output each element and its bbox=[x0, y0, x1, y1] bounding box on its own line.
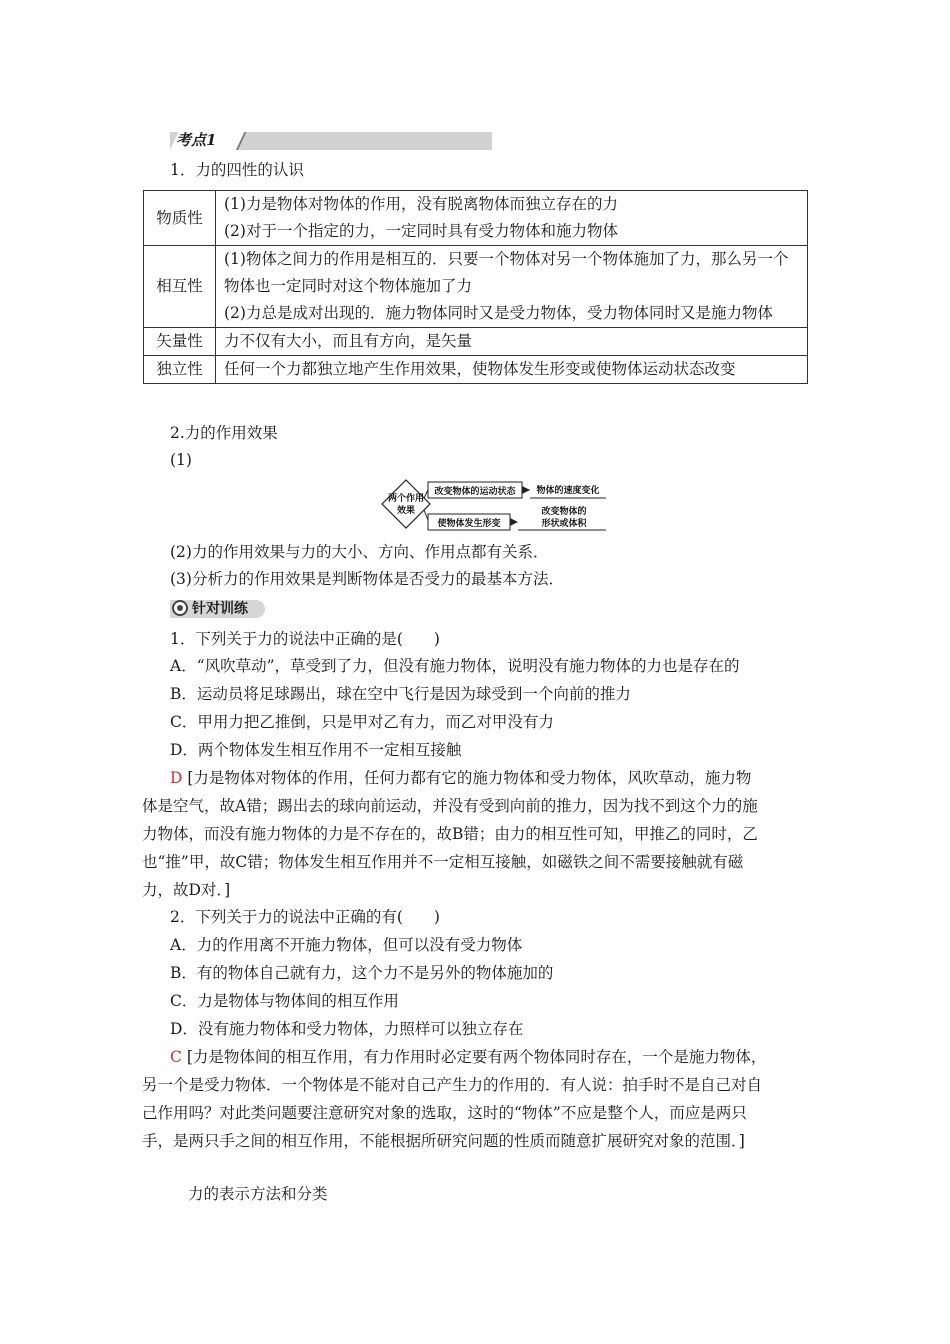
diagram-center-line1: 两个作用 bbox=[387, 494, 425, 504]
q2-option-c: C．力是物体与物体间的相互作用 bbox=[170, 992, 399, 1010]
table-row bbox=[144, 328, 808, 356]
q2-explain-line: 己作用吗？对此类问题要注意研究对象的选取，这时的“物体”不应是整个人，而应是两只 bbox=[142, 1104, 747, 1122]
q1-stem: 1．下列关于力的说法中正确的是( ) bbox=[170, 630, 440, 648]
q2-option-b: B．有的物体自己就有力，这个力不是另外的物体施加的 bbox=[170, 964, 554, 982]
desc-line: (2)对于一个指定的力，一定同时具有受力物体和施力物体 bbox=[224, 222, 618, 240]
q2-explain-line: 另一个是受力物体．一个物体是不能对自己产生力的作用的．有人说：拍手时不是自己对自 bbox=[142, 1076, 763, 1094]
q1-option-d: D．两个物体发生相互作用不一定相互接触 bbox=[170, 741, 462, 759]
q1-option-c: C．甲用力把乙推倒，只是甲对乙有力，而乙对甲没有力 bbox=[170, 713, 554, 731]
property-desc bbox=[216, 191, 808, 246]
property-name: 独立性 bbox=[144, 356, 216, 384]
table-row bbox=[144, 356, 808, 384]
q2-explain-line: C [力是物体间的相互作用，有力作用时必定要有两个物体同时存在，一个是施力物体， bbox=[170, 1048, 767, 1066]
q1-answer: D bbox=[170, 769, 183, 787]
properties-table bbox=[143, 190, 808, 384]
q2-explain-line: 手，是两只手之间的相互作用，不能根据所研究问题的性质而随意扩展研究对象的范围．] bbox=[142, 1132, 745, 1150]
property-name: 相互性 bbox=[144, 246, 216, 328]
diagram-branch-top: 改变物体的运动状态 bbox=[434, 487, 516, 497]
q1-explain-line: 力物体，而没有施力物体的力是不存在的，故B错；由力的相互性可知，甲推乙的同时，乙 bbox=[142, 825, 758, 843]
desc-line: (1)物体之间力的作用是相互的．只要一个物体对另一个物体施加了力，那么另一个物体也一定同时对这个物体施加了力 bbox=[224, 250, 789, 295]
q1-option-b: B．运动员将足球踢出，球在空中飞行是因为球受到一个向前的推力 bbox=[170, 685, 631, 703]
diagram-result-bottom-line2: 形状或体积 bbox=[541, 519, 587, 529]
desc-line: 任何一个力都独立地产生作用效果，使物体发生形变或使物体运动状态改变 bbox=[224, 360, 736, 378]
diagram-branch-bottom: 使物体发生形变 bbox=[437, 519, 501, 529]
section-tag: 考点1 bbox=[176, 131, 217, 149]
property-name: 物质性 bbox=[144, 191, 216, 246]
q1-explain-line: 也“推”甲，故C错；物体发生相互作用并不一定相互接触，如磁铁之间不需要接触就有磁 bbox=[142, 853, 744, 871]
desc-line: (2)力总是成对出现的．施力物体同时又是受力物体，受力物体同时又是施力物体 bbox=[224, 304, 773, 322]
property-name: 矢量性 bbox=[144, 328, 216, 356]
item-3: (3)分析力的作用效果是判断物体是否受力的最基本方法． bbox=[170, 570, 564, 588]
effects-diagram bbox=[380, 478, 610, 536]
q1-option-a: A．“风吹草动”，草受到了力，但没有施力物体，说明没有施力物体的力也是存在的 bbox=[170, 657, 740, 675]
desc-line: (1)力是物体对物体的作用，没有脱离物体而独立存在的力 bbox=[224, 195, 618, 213]
next-section-title: 力的表示方法和分类 bbox=[188, 1185, 328, 1203]
item-1-label: (1) bbox=[170, 451, 192, 469]
diagram-result-bottom-line1: 改变物体的 bbox=[541, 507, 587, 517]
desc-line: 力不仅有大小，而且有方向，是矢量 bbox=[224, 332, 473, 350]
q2-stem: 2．下列关于力的说法中正确的有( ) bbox=[170, 908, 440, 926]
diagram-center-line2: 效果 bbox=[396, 506, 416, 516]
heading-four-properties: 1．力的四性的认识 bbox=[170, 161, 304, 179]
practice-tag: 针对训练 bbox=[192, 601, 248, 617]
table-row bbox=[144, 191, 808, 246]
q1-explain-line: 体是空气，故A错；踢出去的球向前运动，并没有受到向前的推力，因为找不到这个力的施 bbox=[142, 797, 758, 815]
property-desc bbox=[216, 328, 808, 356]
diagram-result-top: 物体的速度变化 bbox=[536, 486, 600, 496]
item-2: (2)力的作用效果与力的大小、方向、作用点都有关系． bbox=[170, 543, 549, 561]
q2-option-d: D．没有施力物体和受力物体，力照样可以独立存在 bbox=[170, 1020, 524, 1038]
q1-explain-line: 力，故D对．] bbox=[142, 881, 231, 899]
property-desc bbox=[216, 356, 808, 384]
heading-effects: 2.力的作用效果 bbox=[170, 424, 278, 442]
q2-option-a: A．力的作用离不开施力物体，但可以没有受力物体 bbox=[170, 936, 523, 954]
table-row bbox=[144, 246, 808, 328]
target-icon bbox=[172, 600, 188, 616]
q2-answer: C bbox=[170, 1048, 182, 1066]
property-desc bbox=[216, 246, 808, 328]
q1-explain-line: D [力是物体对物体的作用，任何力都有它的施力物体和受力物体，风吹草动，施力物 bbox=[170, 769, 752, 787]
